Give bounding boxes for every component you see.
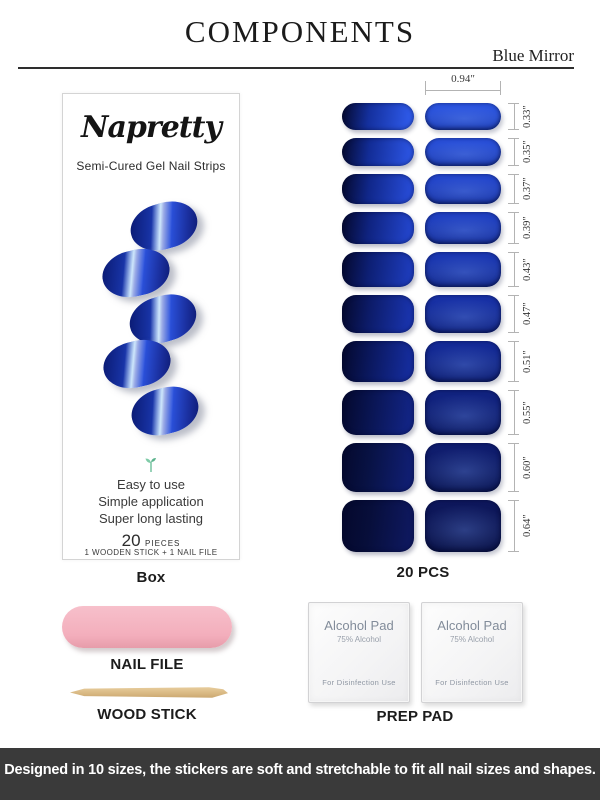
box-includes: 1 WOODEN STICK + 1 NAIL FILE: [84, 548, 218, 557]
nail-sticker: [425, 174, 501, 204]
size-measure: [508, 295, 533, 333]
pad-subtitle: 75% Alcohol: [336, 635, 382, 644]
size-measure: [508, 341, 533, 382]
sprout-icon: [141, 456, 161, 473]
nail-sticker: [342, 138, 414, 166]
nail-sticker: [342, 212, 414, 244]
color-variant-label: Blue Mirror: [492, 46, 574, 65]
nail-sticker: [342, 252, 414, 287]
feature-item: Super long lasting: [98, 511, 204, 526]
measure-tick-icon: [508, 500, 519, 552]
nail-file-label: NAIL FILE: [110, 656, 184, 673]
alcohol-pad-packet: [421, 602, 523, 703]
size-measure: [508, 138, 533, 166]
prep-pad-label: PREP PAD: [376, 708, 454, 725]
size-dimension: 0.39″: [522, 216, 533, 240]
measure-tick-icon: [508, 103, 519, 130]
feature-list: [63, 456, 239, 527]
wood-stick: [70, 686, 228, 699]
size-measure: [508, 252, 533, 287]
page-title: COMPONENTS: [184, 14, 416, 49]
sticker-row: [342, 390, 533, 435]
prep-pads: [308, 602, 523, 703]
width-measure-bracket: [425, 73, 501, 95]
nail-sample: [125, 195, 203, 258]
measure-tick-icon: [508, 341, 519, 382]
size-measure: [508, 174, 533, 204]
sticker-row: [342, 174, 533, 204]
sheet-label: 20 PCS: [396, 564, 450, 581]
wood-stick-label: WOOD STICK: [97, 706, 197, 723]
nail-sticker: [342, 295, 414, 333]
size-dimension: 0.47″: [522, 302, 533, 326]
sticker-row: [342, 341, 533, 382]
measure-tick-icon: [508, 212, 519, 244]
sticker-row: [342, 212, 533, 244]
nail-sticker: [342, 341, 414, 382]
nail-sticker: [425, 103, 501, 130]
measure-tick-icon: [508, 252, 519, 287]
pad-title: Alcohol Pad: [324, 618, 394, 633]
nail-sticker: [425, 500, 501, 552]
size-dimension: 0.33″: [522, 105, 533, 128]
sticker-row: [342, 295, 533, 333]
pad-note: For Disinfection Use: [322, 678, 396, 687]
pieces-unit: PIECES: [145, 539, 181, 548]
nail-sticker: [425, 138, 501, 166]
size-dimension: 0.43″: [522, 258, 533, 281]
measure-tick-icon: [508, 443, 519, 492]
size-dimension: 0.51″: [522, 350, 533, 373]
bottom-banner: [0, 748, 600, 800]
brand-logo: Napretty: [81, 110, 221, 145]
size-measure: [508, 390, 533, 435]
header-divider: [18, 67, 574, 69]
measure-tick-icon: [508, 390, 519, 435]
pad-note: For Disinfection Use: [435, 678, 509, 687]
sticker-rows: [342, 103, 533, 552]
size-dimension: 0.64″: [522, 514, 533, 538]
pieces-number: 20: [121, 531, 141, 550]
feature-item: Easy to use: [117, 477, 185, 492]
feature-item: Simple application: [98, 494, 204, 509]
size-dimension: 0.35″: [522, 140, 533, 164]
size-dimension: 0.60″: [522, 456, 533, 479]
nail-sticker: [425, 443, 501, 492]
nail-file: [62, 606, 232, 648]
nail-sticker: [342, 390, 414, 435]
product-box: [62, 93, 240, 560]
nail-sticker: [342, 443, 414, 492]
sticker-row: [342, 252, 533, 287]
nail-sticker: [342, 174, 414, 204]
size-measure: [508, 500, 533, 552]
size-dimension: 0.37″: [522, 177, 533, 201]
sticker-row: [342, 443, 533, 492]
alcohol-pad-packet: [308, 602, 410, 703]
box-label: Box: [136, 569, 166, 586]
measure-tick-icon: [508, 138, 519, 166]
nail-sticker: [425, 341, 501, 382]
size-measure: [508, 103, 533, 130]
sticker-row: [342, 103, 533, 130]
nail-sticker: [425, 390, 501, 435]
pad-subtitle: 75% Alcohol: [449, 635, 495, 644]
size-measure: [508, 212, 533, 244]
banner-text: Designed in 10 sizes, the stickers are soft and stretchable to fit all nail sizes and shapes.: [4, 762, 596, 778]
pad-title: Alcohol Pad: [437, 618, 507, 633]
nail-sample: [99, 334, 176, 394]
nail-sticker: [425, 252, 501, 287]
sticker-row: [342, 138, 533, 166]
nail-sticker: [342, 500, 414, 552]
size-measure: [508, 443, 533, 492]
measure-tick-icon: [508, 174, 519, 204]
nail-sticker: [425, 212, 501, 244]
sticker-row: [342, 500, 533, 552]
nail-sticker: [342, 103, 414, 130]
size-dimension: 0.55″: [522, 401, 533, 424]
width-dimension: 0.94″: [447, 73, 479, 85]
nail-sample: [126, 380, 204, 442]
measure-tick-icon: [508, 295, 519, 333]
nail-sticker: [425, 295, 501, 333]
brand-tagline: Semi-Cured Gel Nail Strips: [76, 159, 226, 173]
